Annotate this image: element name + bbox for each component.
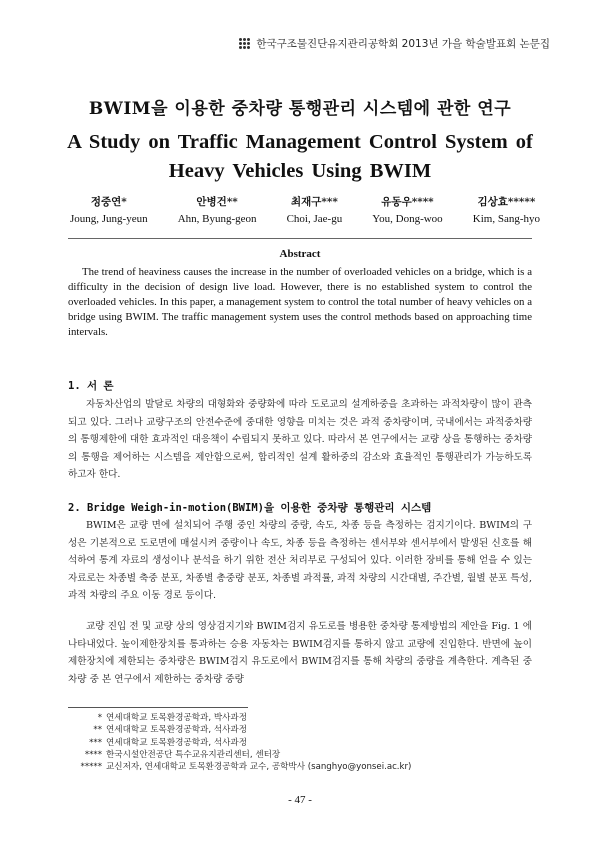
dots-logo-icon	[239, 38, 250, 49]
author-name-ko: 김상효*****	[477, 196, 536, 208]
section-2-paragraph-1: BWIM은 교량 면에 설치되어 주행 중인 차량의 중량, 속도, 차종 등을 측정하는 검지기이다. BWIM의 구성은 기본적으로 도로면에 매설시켜 중량이나 속도, 차종 등을 측정하는 센서부와 센서부에서 발생된 신호를 해석하여 통계 자료의 생성이나 분석을 하기 위한 전산 처리부로 구성되어 있다. 이러한 장비를 통해 얻을 수 있는 자료로는 차종별 축중 분포, 차종별 총중량 분포, 차종별 과적률, 과적 차량의 시간대별, 주간별, 월별 분포 특성, 과적 차량의 주요 이동 경로 등이다.	[68, 520, 532, 601]
footnote-text: 연세대학교 토목환경공학과, 석사과정	[106, 737, 248, 748]
section-1-paragraph: 자동차산업의 발달로 차량의 대형화와 중량화에 따라 도로교의 설계하중을 초과하는 과적차량이 많이 관측되고 있다. 그러나 교량구조의 안전수준에 중대한 영향을 미치는 것은 과적 중차량이며, 국내에서는 과적중차량의 통행제한에 대한 효과적인 대응책이 수립되지 못하고 있다. 따라서 본 연구에서는 교량 상을 통행하는 중차량의 통행을 제어하는 시스템을 제안함으로써, 합리적인 설계 활하중의 감소와 효율적인 통행관리가 가능하도록 하고자 한다.	[68, 399, 532, 480]
footnote-mark: ****	[84, 749, 102, 760]
author-name-en: Choi, Jae-gu	[286, 213, 343, 225]
author-name-en: Kim, Sang-hyo	[472, 213, 540, 225]
title-english: A Study on Traffic Management Control System of Heavy Vehicles Using BWIM	[67, 131, 533, 182]
author-name-en: You, Dong-woo	[372, 213, 443, 225]
author-list	[70, 194, 540, 225]
footnote-text: 연세대학교 토목환경공학과, 석사과정	[106, 725, 248, 736]
footnote-text: 연세대학교 토목환경공학과, 박사과정	[106, 713, 248, 723]
author-name-ko: 최재구***	[290, 196, 338, 208]
author	[473, 194, 540, 225]
author	[372, 194, 442, 225]
running-header	[239, 36, 550, 51]
footnotes	[68, 712, 532, 773]
author	[178, 194, 257, 225]
abstract-heading: Abstract	[279, 248, 321, 260]
author	[70, 194, 148, 225]
footnote-divider	[68, 707, 248, 708]
section-2-heading: 2. Bridge Weigh-in-motion(BWIM)을 이용한 중차량 통행관리 시스템	[68, 502, 432, 514]
abstract-text: The trend of heaviness causes the increase in the number of overloaded vehicles on a bridge, which is a difficulty in the decision of design live load. However, there is no established system to control the overloaded vehicles. In this paper, a management system to control the total number of heavy vehicles on a bridge using BWIM. The traffic management system uses the control methods based on approaching time intervals.	[68, 266, 532, 338]
footnote-text: 한국시설안전공단 특수교유지관리센터, 센터장	[106, 749, 281, 760]
author-name-ko: 정중연*	[90, 196, 127, 208]
footnote-mark: *****	[80, 762, 102, 773]
author-name-en: Joung, Jung-yeun	[70, 213, 148, 225]
author	[287, 194, 343, 225]
author-divider	[68, 238, 532, 239]
header-text: 한국구조물진단유지관리공학회 2013년 가을 학술발표회 논문집	[256, 38, 550, 50]
author-name-ko: 유동우****	[381, 196, 434, 208]
footnote	[68, 737, 532, 749]
footnote	[68, 724, 532, 736]
footnote	[68, 749, 532, 761]
footnote	[68, 761, 532, 773]
title-korean: BWIM을 이용한 중차량 통행관리 시스템에 관한 연구	[88, 99, 512, 119]
section-2-paragraph-2: 교량 진입 전 및 교량 상의 영상검지기와 BWIM검지 유도로를 병용한 중차량 통제방법의 제안을 Fig. 1 에 나타내었다. 높이제한장치를 통과하는 승용 자동차는 BWIM검지를 통하지 않고 교량에 진입한다. 반면에 높이제한장치에 제한되는 중차량은 BWIM검지 유도로에서 BWIM검지를 통해 차량의 중량을 계측한다. 계측된 중차량 중 본 연구에서 제한하는 중차량 중량	[68, 621, 532, 685]
author-name-en: Ahn, Byung-geon	[177, 213, 257, 225]
footnote-mark: *	[97, 713, 102, 723]
author-name-ko: 안병건**	[196, 196, 238, 208]
footnote-mark: **	[93, 725, 102, 736]
footnote	[68, 712, 532, 724]
footnote-text: 교신저자, 연세대학교 토목환경공학과 교수, 공학박사 (sanghyo@yonsei.ac.kr)	[106, 762, 412, 773]
page-number: - 47 -	[288, 794, 312, 806]
section-1-heading: 1. 서 론	[68, 380, 114, 392]
footnote-mark: ***	[89, 737, 102, 748]
